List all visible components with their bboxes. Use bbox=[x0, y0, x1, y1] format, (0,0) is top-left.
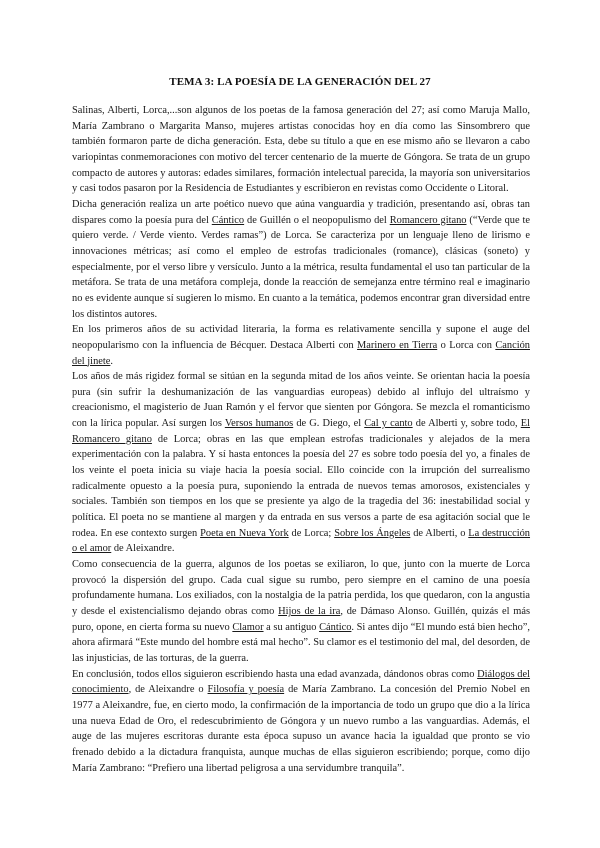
work-title-el-romancero-gitano: El Romancero gitano bbox=[72, 418, 530, 445]
work-title-cantico: Cántico bbox=[211, 214, 245, 226]
paragraph-conclusion bbox=[72, 667, 530, 777]
text-run: de Lorca; obras en las que emplean estrofas tradicionales y alejados de la mera experimentación con la palabra. Y sí hasta entonces la poesía del 27 es sobre todo poesía del yo, a finales de los veinte el poeta inicia su viaje hacia la poesía social. Ello coincide con la irrupción del surrealismo radicalmente opuesto a la poesía pura, suponiendo la entrada de nuevos temas amorosos, existenciales y sociales. También son tiempos en los que se presiente ya algo de la tragedia del 36: inestabilidad social y política. El poeta no se mantiene al margen y da entrada en sus versos a parte de esa agitación social que le rodea. En ese contexto surgen bbox=[72, 433, 530, 539]
text-run: Dicha generación realiza un arte poético nuevo que aúna vanguardia y tradición, presentando así, obras tan dispares como la poesía pura del bbox=[72, 198, 530, 226]
text-run: de G. Diego, el bbox=[293, 418, 365, 430]
text-run: Los años de más rigidez formal se sitúan en la segunda mitad de los años veinte. Se orientan hacia la poesía pura (sin sufrir la deshumanización de las vanguardias europeas) debido al influjo del ultraísmo y creacionismo, el magisterio de Juan Ramón y el fervor que sienten por Góngora. Se mezcla el romanticismo con la lírica popular. Así surgen los bbox=[72, 371, 530, 430]
text-run: de Lorca; bbox=[288, 527, 335, 539]
text-run: . bbox=[110, 355, 113, 367]
work-title-romancero-gitano: Romancero gitano bbox=[389, 214, 467, 226]
text-run: de Alberti y, sobre todo, bbox=[412, 418, 521, 430]
text-run: de Guillén o el neopopulismo del bbox=[244, 214, 390, 226]
text-run: , de Dámaso Alonso. Guillén, quizás el más puro, opone, en cierta forma su nuevo bbox=[72, 606, 531, 633]
text-run: o Lorca con bbox=[437, 339, 496, 351]
work-title-marinero-en-tierra: Marinero en Tierra bbox=[357, 339, 438, 351]
paragraph-intro-text: Salinas, Alberti, Lorca,...son algunos de los poetas de la famosa generación del 27; así como Maruja Mallo, María Zambrano o Margarita Manso, mujeres artistas conocidas hoy en día como las Sinsombrero que también formaron parte de dicha generación. Esta, debe su título a que en ese mismo año se llevaron a cabo variopintas conmemoraciones con motivo del tercer centenario de la muerte de Góngora. Se trata de un grupo compacto de autores y autoras: edades similares, formación intelectual parecida, la mayoría son universitarios y casi todos pasaron por la Residencia de Estudiantes y escribieron en revistas como Occidente o Litoral. bbox=[72, 105, 530, 195]
work-title-cal-y-canto: Cal y canto bbox=[364, 418, 413, 430]
work-title-sobre-los-angeles: Sobre los Ángeles bbox=[334, 527, 411, 539]
work-title-la-destruccion-o-el-amor: La destrucción o el amor bbox=[72, 527, 531, 555]
work-title-versos-humanos: Versos humanos bbox=[224, 418, 294, 430]
paragraph-characteristics bbox=[72, 197, 530, 322]
work-title-dialogos-del-conocimiento: Diálogos del conocimiento bbox=[72, 668, 531, 696]
work-title-poeta-en-nueva-york: Poeta en Nueva York bbox=[200, 527, 289, 539]
text-run: , de Aleixandre o bbox=[128, 684, 208, 696]
text-run: En los primeros años de su actividad literaria, la forma es relativamente sencilla y supone el auge del neopopularismo con la influencia de Bécquer. Destaca Alberti con bbox=[72, 324, 530, 351]
text-run: de Alberti, o bbox=[410, 527, 469, 539]
text-run: En conclusión, todos ellos siguieron escribiendo hasta una edad avanzada, dándonos obras como bbox=[72, 668, 478, 680]
work-title-cantico-2: Cántico bbox=[319, 621, 352, 633]
paragraph-formal-rigidity bbox=[72, 369, 530, 557]
text-run: . Si antes dijo “El mundo está bien hecho”, ahora afirmará “Este mundo del hombre está mal hecho”. Su clamor es el testimonio del mal, del desorden, de las injusticias, de las torturas, de la guerra. bbox=[72, 621, 530, 664]
page-title: TEMA 3: LA POESÍA DE LA GENERACIÓN DEL 27 bbox=[169, 76, 431, 88]
paragraph-first-years bbox=[72, 322, 530, 369]
paragraph-intro bbox=[72, 103, 530, 197]
paragraph-war bbox=[72, 557, 530, 667]
work-title-clamor: Clamor bbox=[232, 621, 264, 633]
text-run: Como consecuencia de la guerra, algunos de los poetas se exiliaron, lo que, junto con la muerte de Lorca provocó la dispersión del grupo. Cada cual sigue su rumbo, pero siempre en el camino de una poesía profundamente humana. Los exiliados, con la nostalgia de la patria perdida, los que quedaron, con la angustia y desde el existencialismo dejando obras como bbox=[72, 559, 530, 617]
work-title-filosofia-y-poesia: Filosofía y poesía bbox=[207, 684, 285, 696]
work-title-cancion-del-jinete: Canción del jinete bbox=[72, 339, 530, 367]
text-run: a su antiguo bbox=[263, 621, 320, 633]
text-run: de Aleixandre. bbox=[111, 543, 175, 555]
work-title-hijos-de-la-ira: Hijos de la ira bbox=[278, 606, 341, 617]
text-run: (“Verde que te quiero verde. / Verde viento. Verdes ramas”) de Lorca. Se caracteriza por un lenguaje lleno de lirismo e innovaciones métricas; así como el empleo de estrofas tradicionales (romance), clásicas (soneto) y especialmente, por el verso libre y versículo. Junto a la métrica, resulta fundamental el uso tan particular de la metáfora. Se trata de una metáfora compleja, donde la reacción de semejanza entre término real e imaginario no es evidente aunque sí sugieren lo mismo. En cuanto a la temática, podemos encontrar gran diversidad entre los distintos autores. bbox=[72, 214, 531, 320]
text-run: de María Zambrano. La concesión del Premio Nobel en 1977 a Aleixandre, fue, en cierto modo, la confirmación de la importancia de todo un grupo que dio a la lírica una nueva Edad de Oro, el redescubrimiento de Góngora y un nuevo rumbo a las vanguardias. Además, el auge de las mujeres escritoras durante esta época supuso un avance hacia la igualdad que pronto se vio frenado debido a la dictadura franquista, aunque muchas de ellas siguieron escribiendo; porque, como dijo María Zambrano: “Prefiero una libertad peligrosa a una servidumbre tranquila”. bbox=[72, 684, 530, 774]
document-body bbox=[72, 103, 530, 776]
